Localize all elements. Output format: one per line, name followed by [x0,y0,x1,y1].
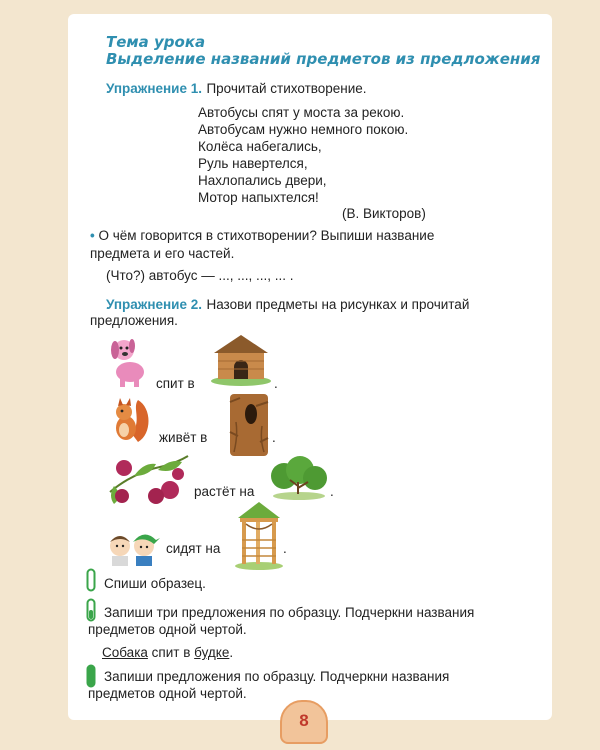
sentence-4-verb: сидят на [166,541,221,556]
template-line: (Что?) автобус — ..., ..., ..., ... . [106,268,294,283]
task-b-line-2: предметов одной чертой. [88,622,247,637]
task-c-line-2: предметов одной чертой. [88,686,247,701]
exercise1-header [106,80,367,98]
lesson-topic: Выделение названий предметов из предложения [106,50,541,68]
exercise2-instruction: Назови предметы на рисунках и прочитай [206,297,470,312]
poem-line: Нахлопались двери, [198,173,327,188]
question-text: О чём говорится в стихотворении? Выпиши название [98,228,435,243]
lesson-heading: Тема урока [106,33,206,51]
task-a: Спиши образец. [104,576,206,591]
doghouse-picture [210,331,272,387]
task-b-line-1: Запиши три предложения по образцу. Подчеркни названия [104,605,475,620]
poem-author: (В. Викторов) [342,206,426,221]
sentence-3-end: . [330,484,334,499]
sentence-1-end: . [274,376,278,391]
sentence-1-verb: спит в [156,376,195,391]
exercise2-instruction-cont: предложения. [90,313,178,328]
poem-line: Автобусам нужно немного покою. [198,122,409,137]
example-word-1: Собака [102,645,148,660]
example-sentence [102,645,233,660]
sentence-3-verb: растёт на [194,484,255,499]
poem [198,104,408,206]
question-line-2: предмета и его частей. [90,246,235,261]
poem-line: Руль навертелся, [198,156,308,171]
exercise1-instruction: Прочитай стихотворение. [206,81,367,96]
pencil-icon [86,568,96,592]
children-picture [104,522,162,568]
poem-line: Автобусы спят у моста за рекою. [198,105,405,120]
squirrel-picture [108,394,152,446]
poem-line: Мотор напыхтелся! [198,190,319,205]
task-c-line-1: Запиши предложения по образцу. Подчеркни названия [104,669,450,684]
tree-hollow-picture [226,392,272,460]
raspberries-picture [104,452,190,508]
dog-picture [104,334,150,388]
question-line-1 [90,228,434,243]
pencil-icon [86,664,96,688]
sentence-2-end: . [272,430,276,445]
exercise2-label: Упражнение 2. [106,297,202,312]
sentence-4-end: . [283,541,287,556]
page-number: 8 [280,700,328,744]
example-end: . [229,645,234,660]
sentence-2-verb: живёт в [159,430,208,445]
arbor-picture [234,500,284,570]
exercise1-label: Упражнение 1. [106,81,202,96]
example-word-2: будке [194,645,230,660]
bush-picture [268,454,330,500]
poem-line: Колёса набегались, [198,139,322,154]
exercise2-header [106,296,469,314]
pencil-icon [86,598,96,622]
example-mid: спит в [151,645,191,660]
bullet-icon: • [90,228,95,243]
